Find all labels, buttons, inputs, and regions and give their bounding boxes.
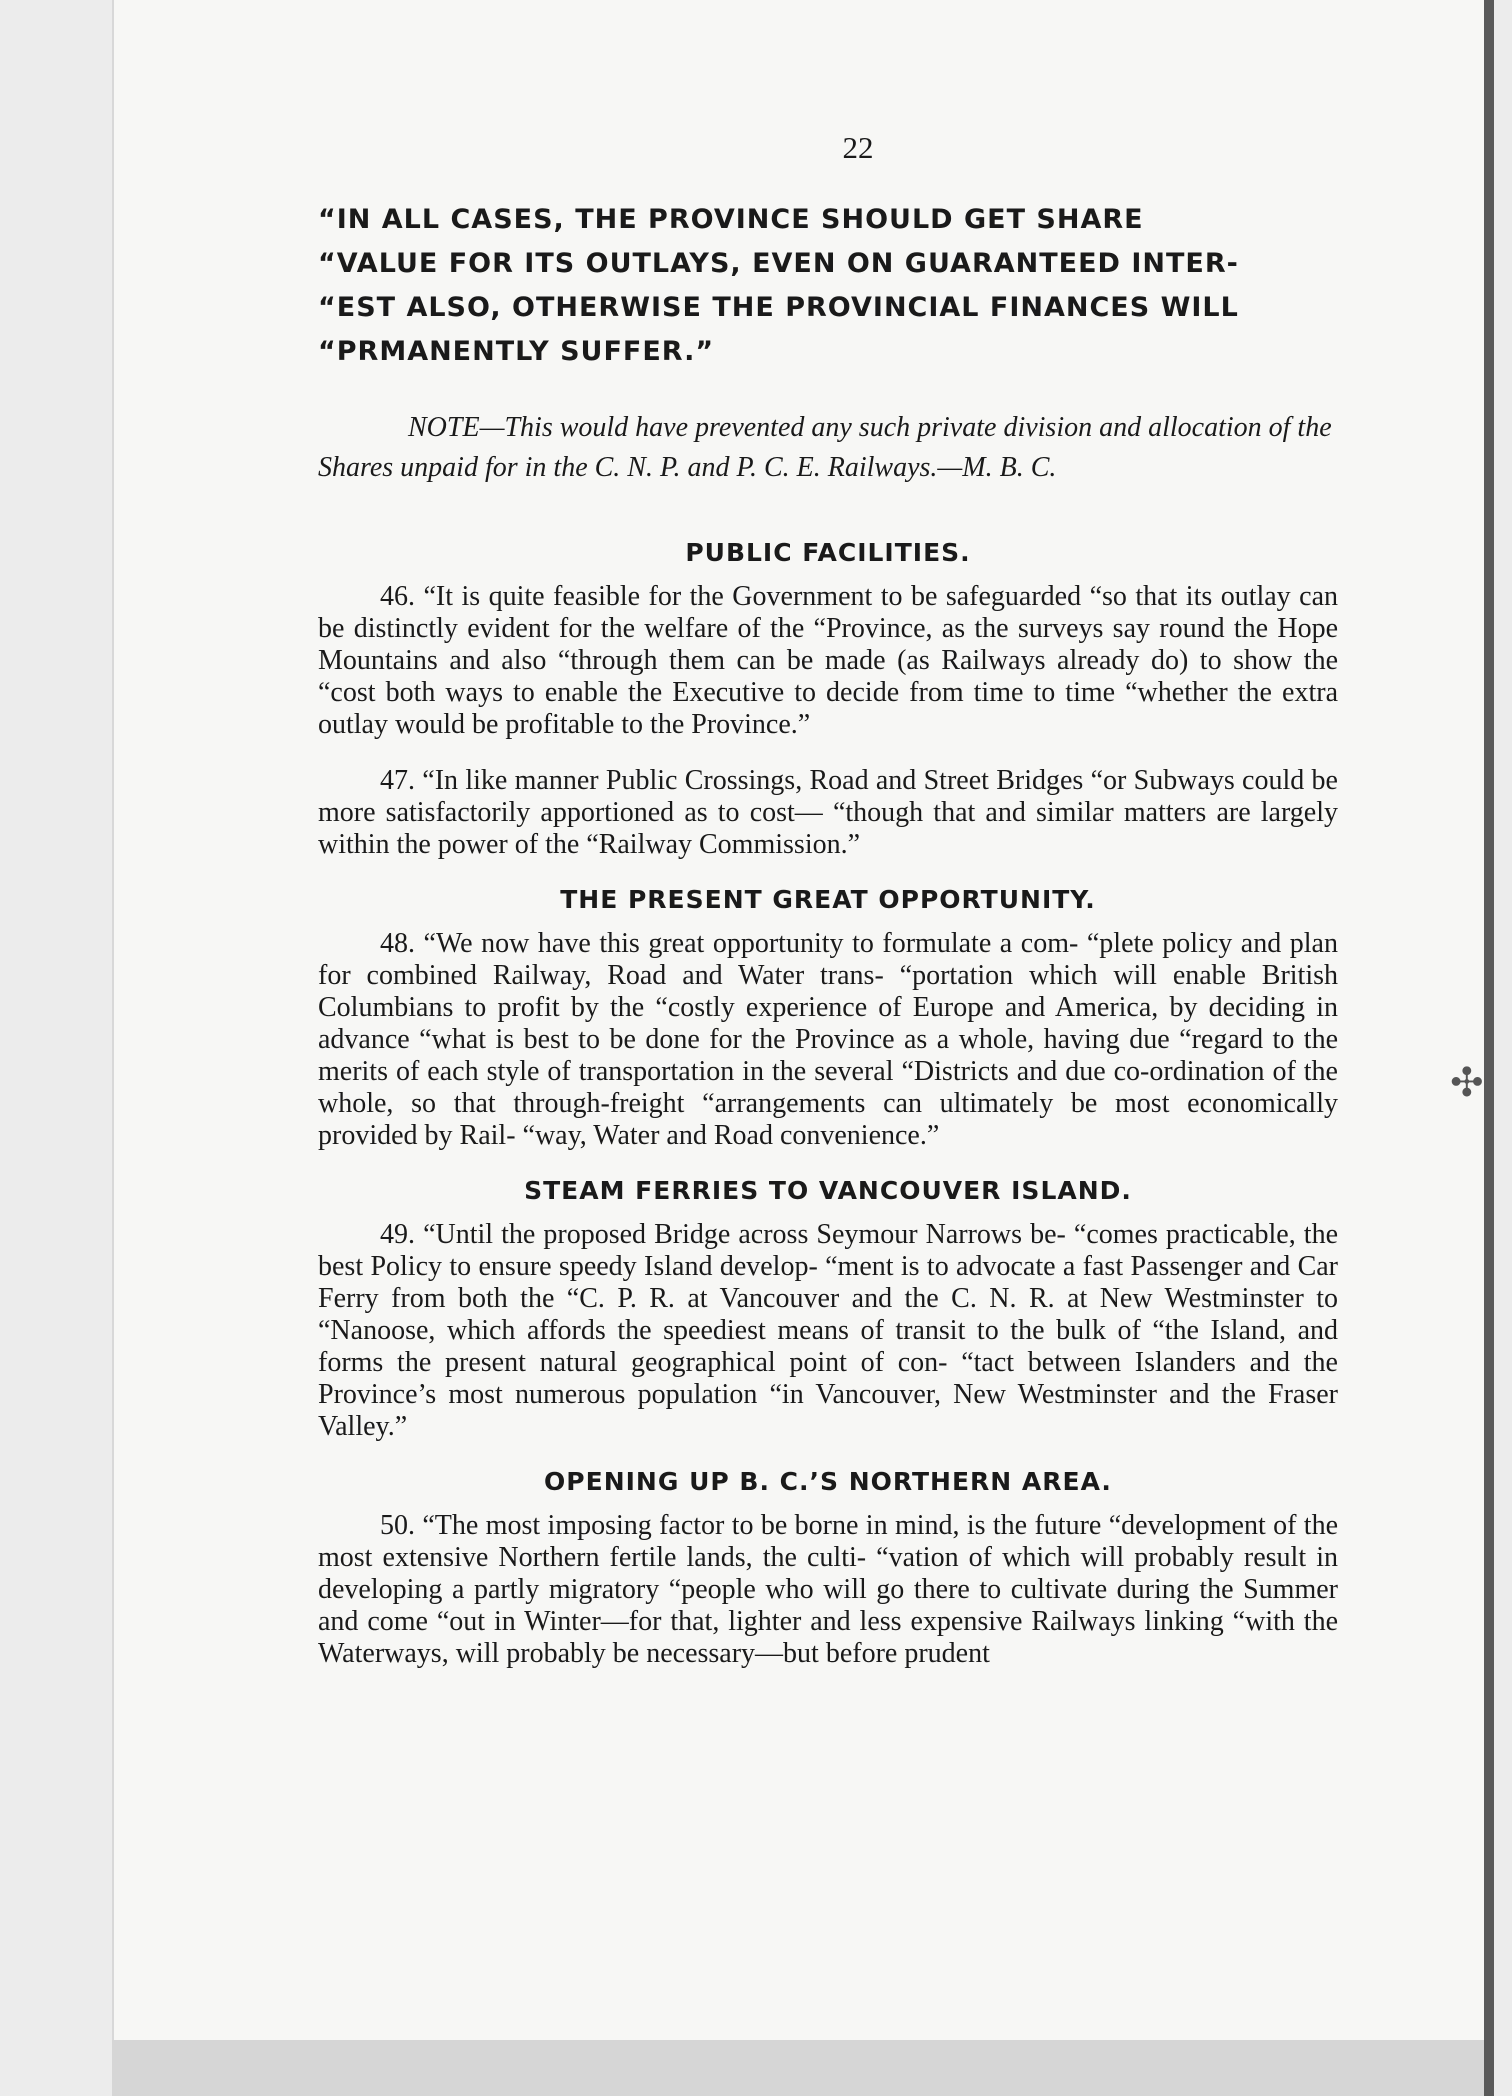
paragraph-47: 47. “In like manner Public Crossings, Road and Street Bridges “or Subways could be more satisfactorily apportioned as to cost— “though that and similar matters are largely within the power of the “Railway Commission.” [318, 765, 1338, 860]
section-heading: OPENING UP B. C.’S NORTHERN AREA. [544, 1467, 1112, 1496]
quote-line: “EST ALSO, OTHERWISE THE PROVINCIAL FINANCES WILL [318, 292, 1239, 323]
paragraph-50: 50. “The most imposing factor to be borne in mind, is the future “development of the most extensive Northern fertile lands, the culti- “vation of which will probably result in developing a partly migratory “people who will go there to cultivate during the Summer and come “out in Winter—for that, lighter and less expensive Railways linking “with the Waterways, will probably be necessary—but before prudent [318, 1510, 1338, 1669]
page-content [318, 130, 1338, 1694]
section-steam-ferries [318, 1176, 1338, 1443]
paragraph-46: 46. “It is quite feasible for the Government to be safeguarded “so that its outlay can be distinctly evident for the welfare of the “Province, as the surveys say round the Hope Mountains and also “through them can be made (as Railways already do) to show the “cost both ways to enable the Executive to decide from time to time “whether the extra outlay would be profitable to the Province.” [318, 581, 1338, 740]
section-great-opportunity [318, 885, 1338, 1152]
section-northern-area [318, 1467, 1338, 1670]
page-bottom-shadow [112, 2040, 1484, 2096]
page-number: 22 [842, 130, 874, 165]
section-heading: THE PRESENT GREAT OPPORTUNITY. [560, 885, 1096, 914]
section-heading: PUBLIC FACILITIES. [685, 538, 971, 567]
editor-note: NOTE—This would have prevented any such private division and allocation of the Shares unpaid for in the C. N. P. and P. C. E. Railways.—M. B. C. [318, 412, 1332, 483]
quote-line: “IN ALL CASES, THE PROVINCE SHOULD GET SHARE [318, 204, 1144, 235]
page-binding-edge [1484, 0, 1494, 2096]
quote-line: “VALUE FOR ITS OUTLAYS, EVEN ON GUARANTEED INTER- [318, 248, 1239, 279]
emphasized-quote [318, 198, 1338, 374]
section-public-facilities [318, 538, 1338, 861]
paragraph-49: 49. “Until the proposed Bridge across Seymour Narrows be- “comes practicable, the best Policy to ensure speedy Island develop- “ment is to advocate a fast Passenger and Car Ferry from both the “C. P. R. at Vancouver and the C. N. R. at New Westminster to “Nanoose, which affords the speediest means of transit to the bulk of “the Island, and forms the present natural geographical point of con- “tact between Islanders and the Province’s most numerous population “in Vancouver, New Westminster and the Fraser Valley.” [318, 1219, 1338, 1442]
paragraph-48: 48. “We now have this great opportunity to formulate a com- “plete policy and plan for combined Railway, Road and Water trans- “portation which will enable British Columbians to profit by the “costly experience of Europe and America, by deciding in advance “what is best to be done for the Province as a whole, having due “regard to the merits of each style of transportation in the several “Districts and due co-ordination of the whole, so that through-freight “arrangements can ultimately be most economically provided by Rail- “way, Water and Road convenience.” [318, 928, 1338, 1151]
quote-line: “PRMANENTLY SUFFER.” [318, 336, 715, 367]
section-heading: STEAM FERRIES TO VANCOUVER ISLAND. [524, 1176, 1132, 1205]
binding-mark: ✣ [1450, 1060, 1484, 1106]
